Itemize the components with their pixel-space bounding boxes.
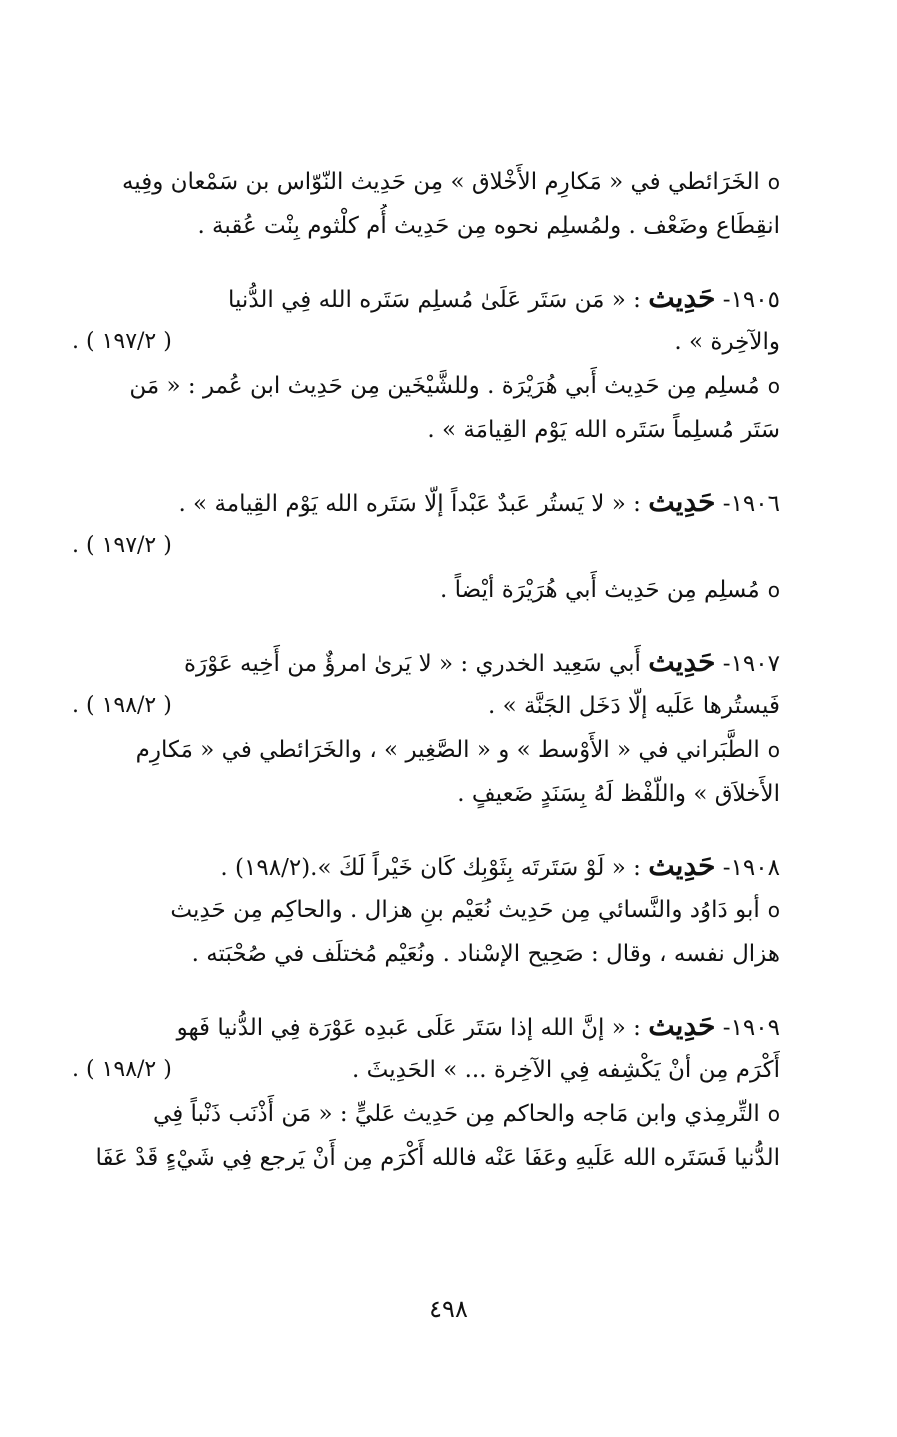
note-marker: o [767, 738, 780, 762]
entry-keyword: حَدِيث [648, 645, 716, 678]
note-marker: o [767, 578, 780, 602]
note-line: oمُسلِم مِن حَدِيث أَبي هُرَيْرَة أيْضاً . [440, 577, 780, 603]
note-line: oالتِّرمِذي وابن مَاجه والحاكم مِن حَدِيث عَليٍّ : « مَن أَذْنَب ذَنْباً فِي [153, 1101, 780, 1127]
note-marker: o [767, 374, 780, 398]
entry-text: أَبي سَعِيد الخدري : « لا يَرىٰ امرؤٌ من أَخِيه عَوْرَة [183, 651, 641, 677]
note-line: oالخَرَائطي في « مَكارِم الأَخْلاق » مِن حَدِيث النّوّاس بن سَمْعان وفِيه [121, 169, 780, 195]
entry-text: : « مَن سَتَر عَلَىٰ مُسلِم سَتَره الله فِي الدُّنيا [227, 287, 641, 313]
entry-1909-heading [72, 1004, 780, 1048]
note-line: الأَخلاَق » واللّفْظ لَهُ بِسَنَدٍ ضَعيفٍ . [457, 781, 780, 807]
entry-1906-heading [72, 480, 780, 524]
entry-1909-line2: أَكْرَم مِن أنْ يَكْشِفه فِي الآخِرة ... » الحَدِيثَ . ( ١٩٨/٢ ) . [72, 1048, 780, 1092]
note-line: انقِطَاع وضَعْف . ولمُسلِم نحوه مِن حَدِيث أُم كلْثوم بِنْت عُقبة . [197, 213, 780, 239]
note-line: هزال نفسه ، وقال : صَحِيح الإسْناد . ونُعَيْم مُختلَف في صُحْبَته . [191, 941, 780, 967]
entry-1908-heading [72, 844, 780, 888]
entry-number: ١٩٠٨- [722, 855, 780, 881]
entry-number: ١٩٠٧- [722, 651, 780, 677]
entry-keyword: حَدِيث [648, 849, 716, 882]
page-number: ٤٩٨ [429, 1295, 468, 1323]
entry-reference: ( ١٩٨/٢ ) . [72, 693, 172, 718]
entry-1906-line2 [72, 524, 780, 568]
entry-number: ١٩٠٥- [722, 287, 780, 313]
note-line: oأبو دَاوُد والنَّسائي مِن حَدِيث نُعَيْم بنِ هزال . والحاكِم مِن حَدِيث [170, 897, 780, 923]
entry-text: : « إنَّ الله إذا سَتَر عَلَى عَبدِه عَوْرَة فِي الدُّنيا فَهو [176, 1015, 641, 1041]
entry-keyword: حَدِيث [648, 485, 716, 518]
entry-text: : « لَوْ سَتَرتَه بِثَوْبِك كَان خَيْراً لَكَ ».(١٩٨/٢) . [220, 855, 641, 881]
entry-1905-heading [72, 276, 780, 320]
note-line: oالطَّبَراني في « الأَوْسط » و « الصَّغِير » ، والخَرَائطي في « مَكارِم [135, 737, 780, 763]
page-body [72, 160, 780, 1180]
entry-reference: ( ١٩٨/٢ ) . [72, 1057, 172, 1082]
entry-reference: ( ١٩٧/٢ ) . [72, 533, 172, 558]
entry-keyword: حَدِيث [648, 1009, 716, 1042]
note-marker: o [767, 898, 780, 922]
entry-number: ١٩٠٩- [722, 1015, 780, 1041]
entry-1907-line2: فَيستُرها عَلَيه إلّا دَخَل الجَنَّة » . ( ١٩٨/٢ ) . [72, 684, 780, 728]
note-marker: o [767, 170, 780, 194]
note-line: الدُّنيا فَسَتَره الله عَلَيهِ وعَفَا عَنْه فالله أَكْرَم مِن أَنْ يَرجع فِي شَيْءٍ قَدْ عَفَا [95, 1145, 780, 1171]
note-line: سَتَر مُسلِماً سَتَره الله يَوْم القِيامَة » . [427, 417, 780, 443]
entry-reference: ( ١٩٧/٢ ) . [72, 329, 172, 354]
entry-text: : « لا يَستُر عَبدٌ عَبْداً إلّا سَتَره الله يَوْم القِيامة » . [178, 491, 641, 517]
entry-keyword: حَدِيث [648, 281, 716, 314]
note-line: oمُسلِم مِن حَدِيث أَبي هُرَيْرَة . وللشَّيْخَين مِن حَدِيث ابن عُمر : « مَن [129, 373, 780, 399]
entry-number: ١٩٠٦- [722, 491, 780, 517]
entry-1905-line2: والآخِرة » . ( ١٩٧/٢ ) . [72, 320, 780, 364]
entry-1907-heading [72, 640, 780, 684]
note-marker: o [767, 1102, 780, 1126]
